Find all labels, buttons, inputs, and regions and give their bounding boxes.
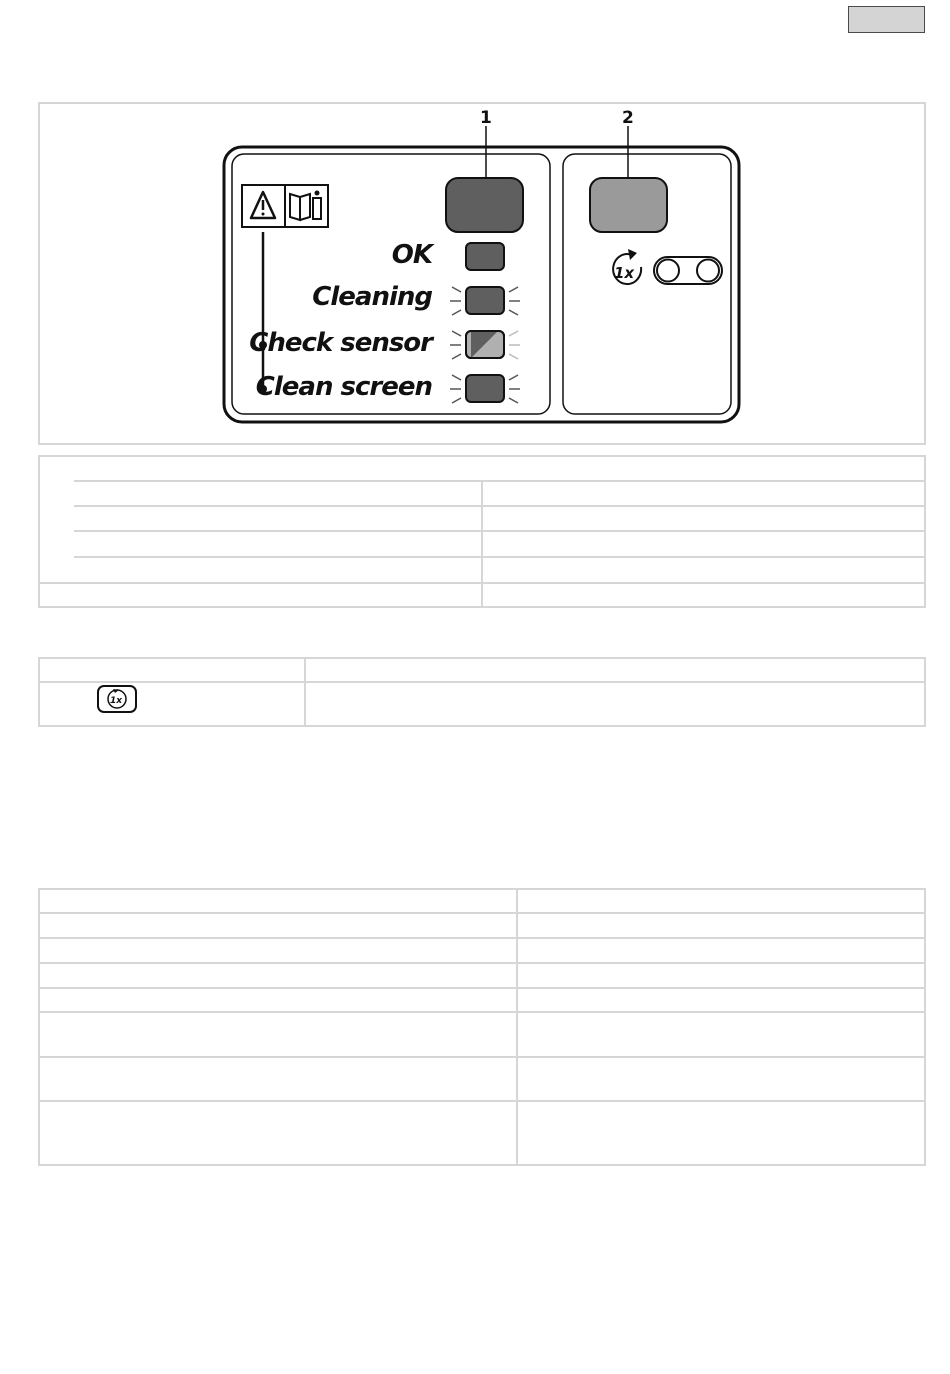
status-label-cleaning: Cleaning: [312, 282, 432, 312]
table-3-column-rule: [516, 890, 518, 1164]
status-button: [446, 178, 523, 232]
table-3-row-rule: [40, 962, 924, 964]
table-3-row-rule: [40, 987, 924, 989]
toggle-switch-icon: [654, 257, 722, 284]
led-ok: [466, 243, 504, 270]
led-check-sensor: [466, 331, 504, 358]
table-1-column-rule: [481, 481, 483, 607]
table-3-row-rule: [40, 1100, 924, 1102]
table-2-column-rule: [304, 659, 306, 725]
led-cleaning: [466, 287, 504, 314]
table-3-row-rule: [40, 1056, 924, 1058]
control-panel-illustration: [0, 0, 950, 450]
table-2-row-rule: [40, 681, 924, 683]
cycle-button: [590, 178, 667, 232]
status-label-check-sensor: Check sensor: [249, 328, 432, 358]
table-1-row-rule: [74, 556, 924, 558]
callout-1: 1: [480, 108, 492, 128]
status-label-ok: OK: [391, 240, 432, 270]
table-1-row-rule: [74, 505, 924, 507]
table-3: [38, 888, 926, 1166]
callout-2: 2: [622, 108, 634, 128]
table-3-row-rule: [40, 937, 924, 939]
table-2-cycle-key-icon: [96, 684, 138, 714]
table-1-row-rule: [74, 480, 924, 482]
led-clean-screen: [466, 375, 504, 402]
single-cycle-label: 1x: [614, 264, 635, 282]
status-label-clean-screen: Clean screen: [255, 372, 432, 402]
table-2: [38, 657, 926, 727]
table-3-row-rule: [40, 912, 924, 914]
table-2-icon-label: 1x: [110, 696, 123, 706]
single-cycle-icon: [613, 249, 641, 284]
table-3-row-rule: [40, 1011, 924, 1013]
table-1-row-rule: [74, 530, 924, 532]
